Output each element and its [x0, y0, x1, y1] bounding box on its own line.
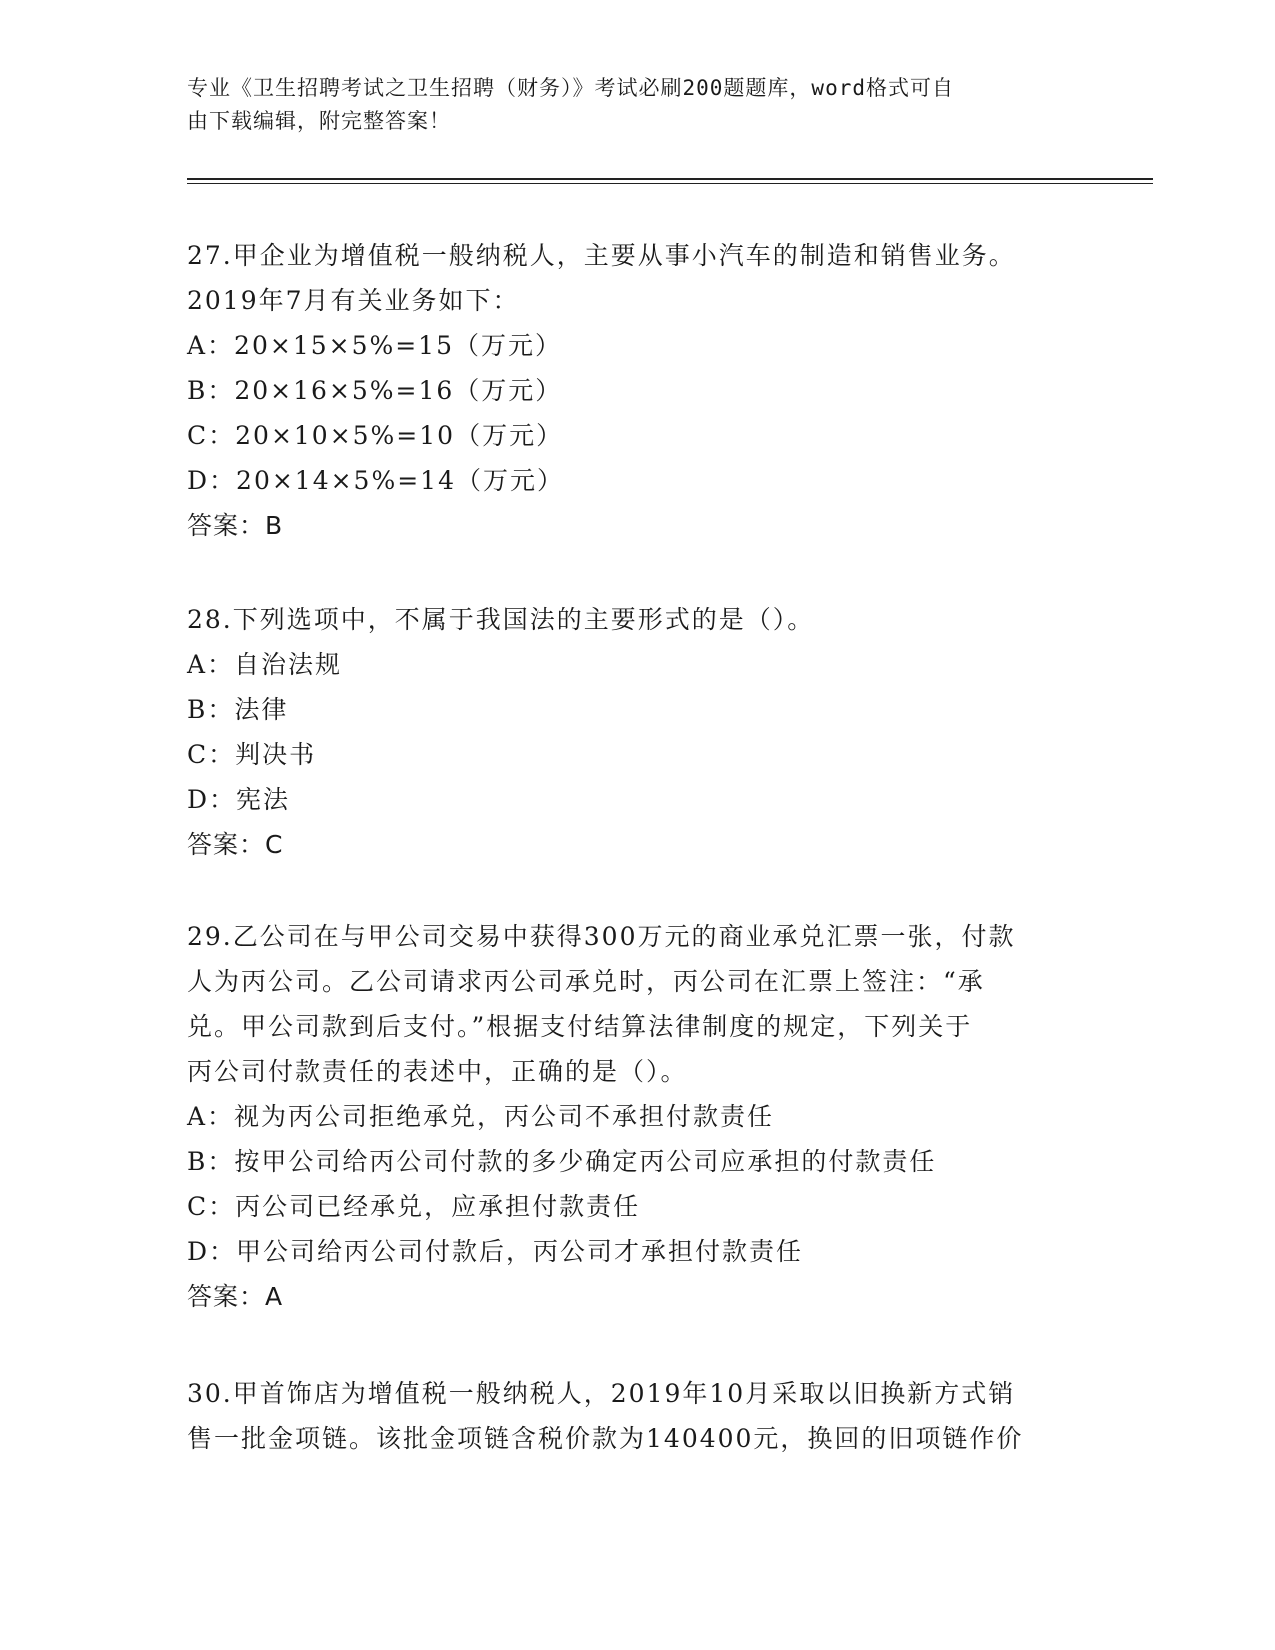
- option-c: C：20×10×5%=10（万元）: [187, 421, 564, 450]
- option-a: A：视为丙公司拒绝承兑，丙公司不承担付款责任: [187, 1102, 775, 1131]
- question-stem-line: 30.甲首饰店为增值税一般纳税人，2019年10月采取以旧换新方式销: [187, 1379, 1016, 1408]
- answer-line: 答案：B: [187, 511, 284, 540]
- question-stem-line: 28.下列选项中，不属于我国法的主要形式的是（）。: [187, 605, 815, 634]
- question-29: [187, 914, 1067, 1319]
- question-stem-line: 29.乙公司在与甲公司交易中获得300万元的商业承兑汇票一张，付款: [187, 922, 1016, 951]
- question-stem-line: 兑。甲公司款到后支付。”根据支付结算法律制度的规定，下列关于: [187, 1012, 973, 1041]
- question-27: [187, 233, 1067, 548]
- answer-line: 答案：A: [187, 1282, 284, 1311]
- header-divider: [187, 178, 1153, 180]
- header-line: 专业《卫生招聘考试之卫生招聘（财务）》考试必刷200题题库，word格式可自: [187, 76, 954, 100]
- header-divider-thin: [187, 183, 1153, 184]
- option-a: A：自治法规: [187, 650, 343, 679]
- question-stem-line: 27.甲企业为增值税一般纳税人，主要从事小汽车的制造和销售业务。: [187, 241, 1016, 270]
- question-stem-line: 2019年7月有关业务如下：: [187, 286, 520, 315]
- question-stem-line: 售一批金项链。该批金项链含税价款为140400元，换回的旧项链作价: [187, 1424, 1024, 1453]
- header-line: 由下载编辑，附完整答案！: [187, 109, 451, 133]
- option-b: B：20×16×5%=16（万元）: [187, 376, 563, 405]
- document-header: [187, 72, 1067, 138]
- option-b: B：按甲公司给丙公司付款的多少确定丙公司应承担的付款责任: [187, 1147, 937, 1176]
- option-a: A：20×15×5%=15（万元）: [187, 331, 562, 360]
- question-stem-line: 丙公司付款责任的表述中，正确的是（）。: [187, 1057, 688, 1086]
- option-b: B：法律: [187, 695, 289, 724]
- question-28: [187, 597, 1067, 867]
- option-c: C：判决书: [187, 740, 317, 769]
- question-stem-line: 人为丙公司。乙公司请求丙公司承兑时，丙公司在汇票上签注：“承: [187, 967, 985, 996]
- option-d: D：甲公司给丙公司付款后，丙公司才承担付款责任: [187, 1237, 804, 1266]
- option-c: C：丙公司已经承兑，应承担付款责任: [187, 1192, 641, 1221]
- option-d: D：20×14×5%=14（万元）: [187, 466, 564, 495]
- option-d: D：宪法: [187, 785, 291, 814]
- question-30: [187, 1371, 1067, 1461]
- answer-line: 答案：C: [187, 830, 284, 859]
